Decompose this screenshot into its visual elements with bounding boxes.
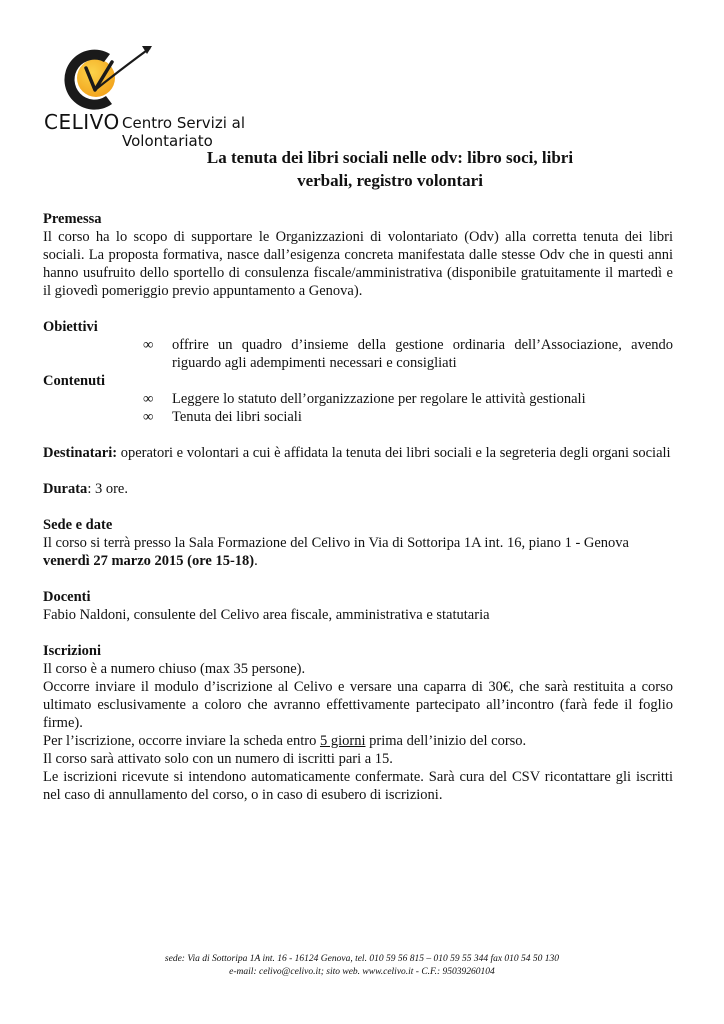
celivo-logo	[40, 40, 340, 150]
sede-heading: Sede e date	[43, 517, 113, 533]
infinity-bullet-icon: ∞	[143, 337, 154, 353]
document-title	[120, 146, 660, 192]
destinatari-text: operatori e volontari a cui è affidata la tenuta dei libri sociali e la segreteria degli organi sociali	[117, 445, 671, 461]
iscrizioni-p4: Il corso sarà attivato solo con un numero di iscritti pari a 15.	[43, 751, 393, 767]
footer-contacts: e-mail: celivo@celivo.it; sito web. www.celivo.it - C.F.: 95039260104	[229, 967, 495, 977]
iscrizioni-heading: Iscrizioni	[43, 643, 101, 659]
iscrizioni-p3-after: prima dell’inizio del corso.	[365, 733, 527, 749]
contenuti-item	[43, 408, 673, 426]
page-footer	[60, 953, 664, 979]
iscrizioni-p1: Il corso è a numero chiuso (max 35 persone).	[43, 661, 306, 677]
title-line-2: verbali, registro volontari	[297, 171, 483, 190]
iscrizioni-p3	[43, 732, 673, 750]
sede-end: .	[254, 553, 258, 569]
iscrizioni-p2: Occorre inviare il modulo d’iscrizione al Celivo e versare una caparra di 30€, che sarà restituita a corso ultimato esclusivamente a coloro che avranno effettivamente partecipato all’incontro (farà fede il foglio firme).	[43, 679, 673, 731]
iscrizioni-p5: Le iscrizioni ricevute si intendono automaticamente confermate. Sarà cura del CSV ricontattare gli iscritti nel caso di annullamento del corso, o in caso di esubero di iscrizioni.	[43, 769, 673, 803]
premessa-text: Il corso ha lo scopo di supportare le Organizzazioni di volontariato (Odv) alla corretta tenuta dei libri sociali. La proposta formativa, nasce dall’esigenza concreta manifestata dalle stesse Odv che in questi anni hanno usufruito dello sportello di consulenza fiscale/amministrativa (disponibile gratuitamente il martedì e il giovedì pomeriggio previo appuntamento a Genova).	[43, 229, 673, 299]
docenti-text: Fabio Naldoni, consulente del Celivo area fiscale, amministrativa e statutaria	[43, 607, 490, 623]
contenuti-heading: Contenuti	[43, 373, 106, 389]
contenuti-item-text: Tenuta dei libri sociali	[172, 409, 302, 425]
infinity-bullet-icon: ∞	[143, 391, 154, 407]
sede-address: Il corso si terrà presso la Sala Formazione del Celivo in Via di Sottoripa 1A int. 16, piano 1 - Genova	[43, 535, 629, 551]
durata-paragraph	[43, 480, 673, 498]
footer-address: sede: Via di Sottoripa 1A int. 16 - 16124 Genova, tel. 010 59 56 815 – 010 59 55 344 fax 010 54 50 130	[164, 954, 560, 964]
contenuti-item-text: Leggere lo statuto dell’organizzazione per regolare le attività gestionali	[172, 391, 586, 407]
infinity-bullet-icon: ∞	[143, 409, 154, 425]
celivo-logo-mark	[40, 40, 170, 118]
obiettivi-item-text: offrire un quadro d’insieme della gestione ordinaria dell’Associazione, avendo riguardo agli adempimenti necessari e consigliati	[172, 337, 673, 371]
destinatari-paragraph	[43, 444, 673, 462]
obiettivi-item	[43, 336, 673, 372]
brand-name: CELIVO	[44, 110, 120, 134]
premessa-heading: Premessa	[43, 211, 102, 227]
document-body	[43, 210, 673, 804]
iscrizioni-deadline: 5 giorni	[319, 733, 366, 749]
obiettivi-heading: Obiettivi	[43, 319, 98, 335]
durata-label: Durata	[43, 481, 88, 497]
sede-date: venerdì 27 marzo 2015 (ore 15-18)	[43, 553, 255, 569]
contenuti-item	[43, 390, 673, 408]
docenti-heading: Docenti	[43, 589, 91, 605]
brand-tagline: Centro Servizi al Volontariato	[122, 114, 246, 150]
destinatari-label: Destinatari:	[43, 445, 118, 461]
sede-text	[43, 534, 673, 570]
title-line-1: La tenuta dei libri sociali nelle odv: libro soci, libri	[206, 148, 574, 167]
durata-text: : 3 ore.	[87, 481, 128, 497]
iscrizioni-p3-before: Per l’iscrizione, occorre inviare la scheda entro	[43, 733, 320, 749]
